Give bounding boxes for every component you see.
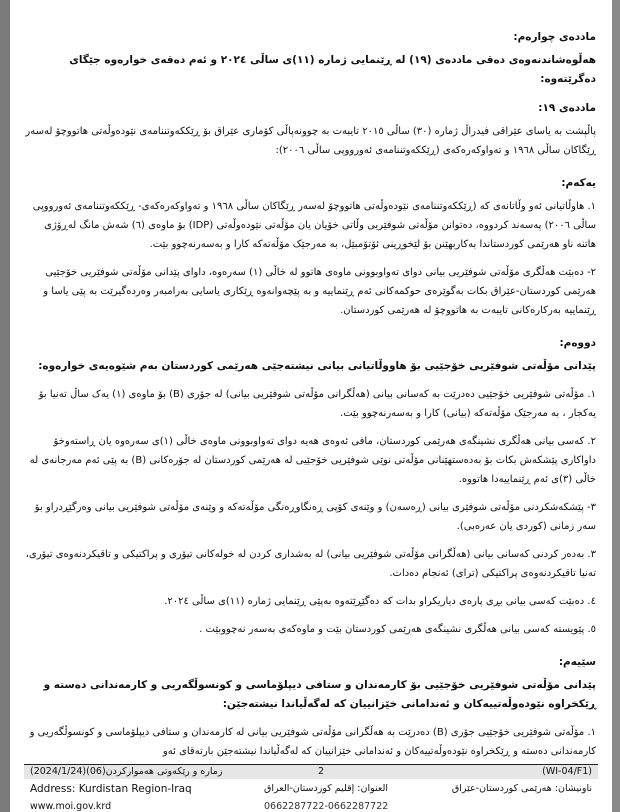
second-item-4: ٣. بەدەر کردنی کەسانی بیانی (هەڵگرانی مۆڵەتی شوفێریی بیانی) لە بەشداری کردن لە خولەکانی تیۆری و پراکتیکی و تاقیکردنەوەی تیۆری، تەنیا تاقیکردنەوەی پراکتیکی (ترای) ئەنجام دەدات. [25, 549, 596, 579]
page-edge-right [612, 0, 620, 812]
article-heading: ماددەی چوارەم: [513, 31, 596, 43]
article19-title: ماددەی ١٩: [538, 102, 596, 114]
second-item-5: ٤. دەبێت کەسی بیانی بڕی پارەی دیاریکراو بدات کە دەگێڕێتەوە بەپێی ڕێنمایی ژمارە (١١)ی ساڵی ٢٠٢٤. [164, 596, 596, 607]
page-edge-left [0, 0, 10, 812]
second-item-2: ٢. کەسی بیانی هەڵگری نشینگەی هەرێمی کوردستان، مافی ئەوەی هەیە دوای تەواوبوونی ماوەی خاڵی (١)ی سەرەوە یان ڕاستەوخۆ داواکاری پێشکەش بکات بۆ بەدەستهێنانی مۆڵەتی نوێی شوفێریی خۆجێیی لە هەرێمی کوردستان لە جۆرەکانی (B) بە پێی ئەم مەرجانەی لە خاڵی (٣)ی ئەم ڕێنماییەدا هاتووە. [29, 436, 596, 485]
address-kurdish: ناونیشان: هەرێمی کوردستان-عێراق [451, 783, 592, 794]
form-code-left: (2024/1/24)زمارە و رێکەوتی هەموارکردن(06) [30, 766, 223, 777]
article19-text: پاڵپشت بە یاسای عێراقی فیدراڵ ژمارە (٣٠) ساڵی ٢٠١٥ تایبەت بە چوونەپاڵی کۆماری عێراق بۆ ڕێککەوتننامەی نێودەوڵەتی هاتووچۆ لەسەر ڕێگاکان ساڵی ١٩٦٨ و تەواوکەرەکەی (ڕێککەوتننامەی ئەورووپی ساڵی ٢٠٠٦): [25, 126, 596, 156]
article-subheading: هەڵوەشاندنەوەی دەقی ماددەی (١٩) لە ڕێنمایی ژمارە (١١)ی ساڵی ٢٠٢٤ و ئەم دەقەی خوارەوە جێگای دەگرێتەوە: [69, 54, 596, 85]
section-third-heading: پێدانی مۆڵەتی شوفێریی خۆجێیی بۆ کارمەندان و ستافی دیپلۆماسی و کونسوڵگەریی و کارمەندانی دەستە و ڕێکخراوە نێودەوڵەتییەکان و ئەندامانی خێزانییان کە لەگەڵیاندا نیشتەجێن: [43, 679, 596, 710]
section-second-heading: پێدانی مۆڵەتی شوفێریی خۆجێیی بۆ هاووڵاتیانی بیانی نیشتەجێی هەرێمی کوردستان بەم شێوەیەی خوارەوە: [38, 360, 596, 372]
address-english: Address: Kurdistan Region-Iraq [30, 783, 192, 795]
footer-code-row [24, 765, 598, 779]
document-page [10, 0, 612, 812]
website-link[interactable]: www.moi.gov.krd [30, 801, 112, 812]
first-item-2: ٢- دەبێت هەڵگری مۆڵەتی شوفێریی بیانی دوای تەواوبوونی ماوەی هاتوو لە خاڵی (١) سەرەوە، داوای پێدانی مۆڵەتی شوفێریی خۆجێیی هەرێمی کوردستان-عێراق بکات بەگوێرەی حوکمەکانی ئەم ڕێنماییە و بە پێچەوانەوە ڕێکاری یاسایی بەرامبەر وەردەگیرێت بە پێی یاسا و ڕێنماییە بەرکارەکانی تایبەت بە هاتووچۆ لە هەرێمی کوردستان. [43, 267, 596, 316]
page-number: 2 [318, 766, 325, 777]
first-item-1: ١. هاوڵاتیانی ئەو وڵاتانەی کە (ڕێککەوتننامەی نێودەوڵەتی هاتووچۆ لەسەر ڕێگاکان ساڵی ١٩٦٨ و تەواوکەرەکەی- ڕێککەوتننامەی ئەورووپی ساڵی ٢٠٠٦) پەسەند کردووە، دەتوانن مۆڵەتی شوفێریی وڵاتی خۆیان یان مۆڵەتی نێودەوڵەتی (IDP) بۆ ماوەی (٦) شەش مانگ لەڕۆژی هاتنە ناو هەرێمی کوردستاندا بەکاربهێنن بۆ لێخوڕینی ئۆتۆمبێل، بە مەرجێک مۆڵەتەکە کارا و بەسەرنەچوو بێت. [32, 201, 596, 250]
second-item-6: ٥. پێویستە کەسی بیانی هەڵگری نشینگەی هەرێمی کوردستان بێت و ماوەکەی بەسەر نەچووبێت . [199, 624, 596, 635]
document-body [24, 28, 596, 761]
third-item-1: ١. مۆڵەتی شوفێریی خۆجێیی جۆری (B) دەدرێت بە هەڵگرانی مۆڵەتی شوفێریی بیانی لە کارمەندان و ستافی دیپلۆماسی و کونسوڵگەریی و کارمەندانی دەستە و ڕێکخراوە نێودەوڵەتییەکان و ئەندامانی خێزانییان کە لەگەڵیاندا نیشتەجێن بارتەقای ئەو [29, 727, 596, 757]
second-item-1: ١. مۆڵەتی شوفێریی خۆجێیی دەدرێت بە کەسانی بیانی (هەڵگرانی مۆڵەتی شوفێریی بیانی) لە جۆری (B) بۆ ماوەی (١) یەک ساڵ تەنیا بۆ یەکجار ، بە مەرجێک مۆڵەتەکە (بیانی) کارا و بەسەرنەچوو بێت. [38, 389, 596, 419]
section-third-label: سێیەم: [558, 656, 596, 668]
phone-number: 0662287722-0662287722 [264, 801, 389, 812]
page-footer [24, 764, 598, 812]
second-item-3: ٣- پێشکەشکردنی مۆڵەتی شوفێری بیانی (ڕەسەن) و وێنەی کۆپی ڕەنگاوڕەنگی مۆڵەتەکە و وێنەی مۆڵەتی شوفێریی بیانی وەرگێڕدراو بۆ سەر زمانی (کوردی یان عەرەبی). [34, 502, 596, 532]
section-second-label: دووەم: [559, 337, 596, 349]
section-first-label: یەکەم: [561, 177, 596, 189]
address-arabic: العنوان: إقليم كوردستان-العراق [264, 783, 389, 794]
form-code-right: (WI-04/F1) [542, 766, 592, 777]
